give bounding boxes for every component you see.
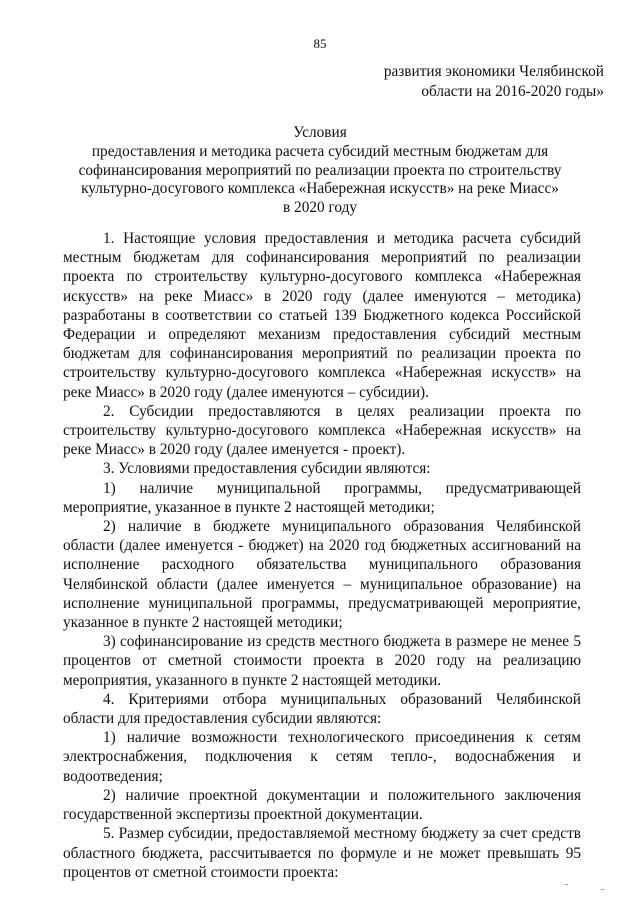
- paragraph-1: 1. Настоящие условия предоставления и методика расчета субсидий местным бюджетам для софинансирования мероприятий по реализации проекта по строительству культурно-досугового комплекса «Набережная искусств» на реке Миасс» в 2020 году (далее именуются – методика) разработаны в соответствии со статьей 139 Бюджетного кодекса Российской Федерации и определяют механизм предоставления субсидий местным бюджетам для софинансирования мероприятий по реализации проекта по строительству культурно-досугового комплекса «Набережная искусств» на реке Миасс» в 2020 году (далее именуются – субсидии).: [63, 230, 581, 401]
- scan-speck: [565, 884, 568, 885]
- paragraph-3-item-3: 3) софинансирование из средств местного бюджета в размере не менее 5 процентов от сметной стоимости проекта в 2020 году на реализацию мероприятия, указанного в пункте 2 настоящей методики.: [63, 633, 581, 689]
- paragraph-2: 2. Субсидии предоставляются в целях реализации проекта по строительству культурно-досугового комплекса «Набережная искусств» на реке Миасс» в 2020 году (далее именуется - проект).: [63, 402, 581, 459]
- page-number: 85: [313, 36, 327, 51]
- appendix-header: [368, 62, 604, 101]
- paragraph-4-item-1: 1) наличие возможности технологического присоединения к сетям электроснабжения, подключения к сетям тепло-, водоснабжения и водоотведения;: [63, 729, 581, 785]
- paragraph-4-item-2: 2) наличие проектной документации и положительного заключения государственной экспертизы проектной документации.: [63, 786, 581, 824]
- paragraph-3: 3. Условиями предоставления субсидии являются:: [103, 460, 431, 478]
- appendix-header-line-1: развития экономики Челябинской: [383, 63, 604, 80]
- document-title: [60, 124, 580, 218]
- title-line-1: Условия: [293, 124, 347, 141]
- paragraph-3-item-2: 2) наличие в бюджете муниципального образования Челябинской области (далее именуется - бюджет) на 2020 год бюджетных ассигнований на исполнение расходного обязательства муниципального образования Челябинской области (далее именуется – муниципальное образование) на исполнение муниципальной программы, предусматривающей мероприятие, указанное в пункте 2 настоящей методики;: [63, 518, 581, 632]
- scan-speck: [601, 889, 604, 890]
- appendix-header-line-2: области на 2016-2020 годы»: [421, 82, 604, 100]
- document-body: [63, 229, 581, 882]
- paragraph-3-item-1: 1) наличие муниципальной программы, предусматривающей мероприятие, указанное в пункте 2 настоящей методики;: [63, 479, 581, 516]
- title-line-4: культурно-досугового комплекса «Набережная искусств» на реке Миасс»: [81, 180, 559, 198]
- title-line-3: софинансирования мероприятий по реализации проекта по строительству: [78, 161, 562, 179]
- title-line-5: в 2020 году: [283, 199, 357, 217]
- title-line-2: предоставления и методика расчета субсидий местным бюджетам для: [91, 142, 549, 160]
- paragraph-4: 4. Критериями отбора муниципальных образований Челябинской области для предоставления субсидии являются:: [63, 690, 581, 728]
- paragraph-5: 5. Размер субсидии, предоставляемой местному бюджету за счет средств областного бюджета, рассчитывается по формуле и не может превышать 95 процентов от сметной стоимости проекта:: [63, 825, 581, 881]
